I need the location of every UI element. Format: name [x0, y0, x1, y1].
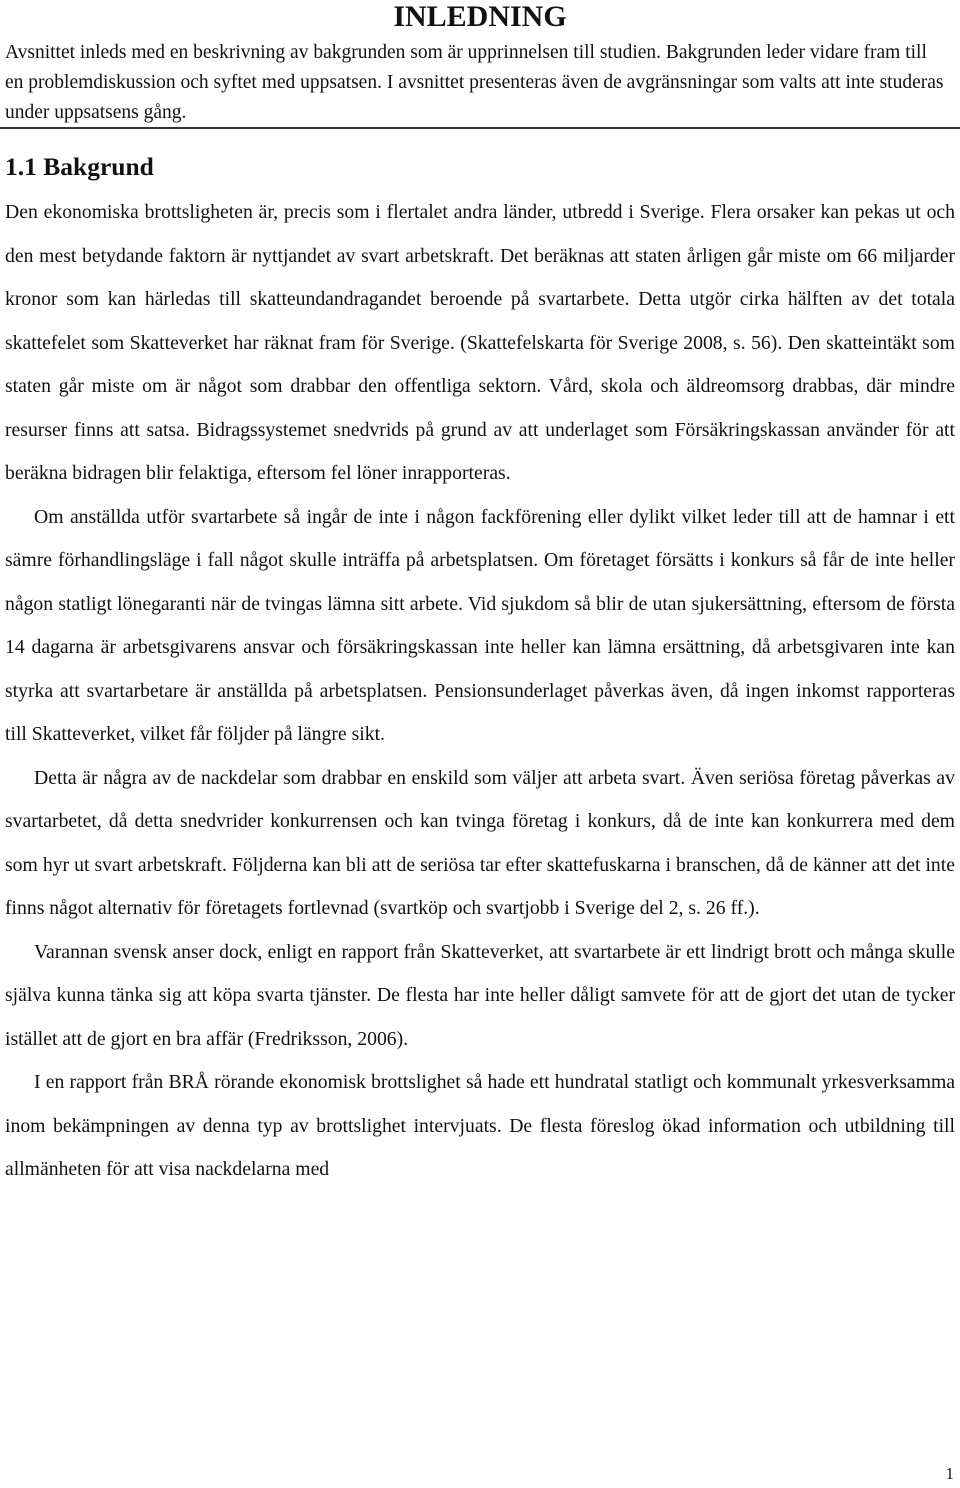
body-text: [5, 191, 955, 1192]
intro-paragraph: Avsnittet inleds med en beskrivning av bakgrunden som är upprinnelsen till studien. Bakgrunden leder vidare fram till en problemdiskussion och syftet med uppsatsen. I avsnittet presenteras även de avgränsningar som valts att inte studeras under uppsatsens gång.: [5, 42, 944, 123]
chapter-title: INLEDNING: [393, 0, 567, 33]
paragraph: Detta är några av de nackdelar som drabbar en enskild som väljer att arbeta svart. Även seriösa företag påverkas av svartarbetet, då detta snedvrider konkurrensen och kan tvinga företag i konkurs, då de inte kan konkurrera med dem som hyr ut svart arbetskraft. Följderna kan bli att de seriösa tar efter skattefuskarna i branschen, då de känner att det inte finns något alternativ för företagets fortlevnad (svartköp och svartjobb i Sverige del 2, s. 26 ff.).: [5, 766, 955, 919]
paragraph: Om anställda utför svartarbete så ingår de inte i någon fackförening eller dylikt vilket leder till att de hamnar i ett sämre förhandlingsläge i fall något skulle inträffa på arbetsplatsen. Om företaget försätts i konkurs så får de inte heller någon statligt lönegaranti när de tvingas lämna sitt arbete. Vid sjukdom så blir de utan sjukersättning, eftersom de första 14 dagarna är arbetsgivarens ansvar och försäkringskassan inte heller kan lämna ersättning, då arbetsgivaren inte kan styrka att svartarbetare är anställda på arbetsplatsen. Pensionsunderlaget påverkas även, då ingen inkomst rapporteras till Skatteverket, vilket får följder på längre sikt.: [5, 505, 955, 745]
paragraph: Varannan svensk anser dock, enligt en rapport från Skatteverket, att svartarbete är ett lindrigt brott och många skulle själva kunna tänka sig att köpa svarta tjänster. De flesta har inte heller dåligt samvete för att de gjort det utan de tycker istället att de gjort en bra affär (Fredriksson, 2006).: [5, 940, 955, 1050]
page-number: 1: [945, 1464, 954, 1483]
paragraph: I en rapport från BRÅ rörande ekonomisk brottslighet så hade ett hundratal statligt och kommunalt yrkesverksamma inom bekämpningen av denna typ av brottslighet intervjuats. De flesta föreslog ökad information och utbildning till allmänheten för att visa nackdelarna med: [5, 1071, 955, 1180]
divider-rule: [0, 127, 960, 129]
section-heading: 1.1 Bakgrund: [5, 152, 154, 181]
paragraph: Den ekonomiska brottsligheten är, precis som i flertalet andra länder, utbredd i Sverige. Flera orsaker kan pekas ut och den mest betydande faktorn är nyttjandet av svart arbetskraft. Det beräknas att staten årligen går miste om 66 miljarder kronor som kan härledas till skatteundandragandet beroende på svartarbete. Detta utgör cirka hälften av det totala skattefelet som Skatteverket har räknat fram för Sverige. (Skattefelskarta för Sverige 2008, s. 56). Den skatteintäkt som staten går miste om är något som drabbar den offentliga sektorn. Vård, skola och äldreomsorg drabbas, där mindre resurser finns att satsa. Bidragssystemet snedvrids på grund av att underlaget som Försäkringskassan använder för att beräkna bidragen blir felaktiga, eftersom fel löner inrapporteras.: [5, 201, 955, 484]
